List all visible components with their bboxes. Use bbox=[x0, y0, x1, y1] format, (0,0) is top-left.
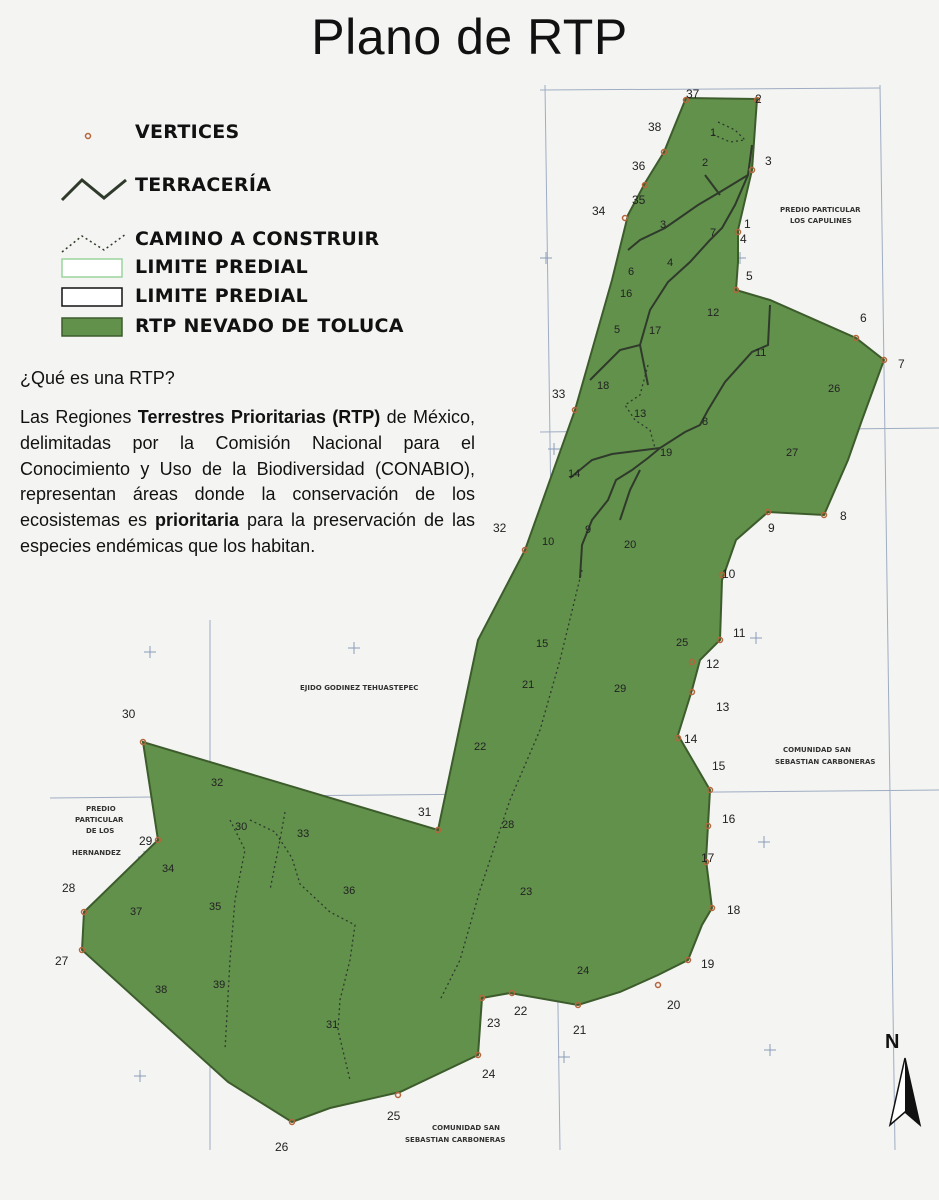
vertex-label: 16 bbox=[722, 812, 736, 826]
parcel-label: 18 bbox=[597, 380, 610, 392]
place-label: COMUNIDAD SAN bbox=[432, 1124, 500, 1132]
place-label: PARTICULAR bbox=[75, 816, 124, 824]
place-label: PREDIO PARTICULAR bbox=[780, 206, 861, 214]
vertex-label: 2 bbox=[755, 92, 762, 106]
desc-text-3: para la preservación de las especies endémicas que los habitan. bbox=[20, 510, 475, 556]
parcel-label: 36 bbox=[343, 885, 356, 897]
parcel-label: 23 bbox=[520, 886, 533, 898]
parcel-label: 11 bbox=[755, 347, 767, 359]
place-label: LOS CAPULINES bbox=[790, 217, 852, 225]
vertex-label: 32 bbox=[493, 521, 507, 535]
parcel-label: 9 bbox=[585, 524, 592, 536]
parcel-label: 34 bbox=[162, 863, 175, 875]
parcel-label: 20 bbox=[624, 539, 637, 551]
legend-label: RTP NEVADO DE TOLUCA bbox=[135, 315, 404, 337]
vertex-label: 4 bbox=[740, 232, 747, 246]
vertex-label: 1 bbox=[744, 217, 751, 231]
vertex-label: 15 bbox=[712, 759, 726, 773]
parcel-label: 25 bbox=[676, 637, 689, 649]
vertex-label: 7 bbox=[898, 357, 905, 371]
vertex-label: 27 bbox=[55, 954, 69, 968]
vertex-label: 24 bbox=[482, 1067, 496, 1081]
description-paragraph bbox=[20, 405, 475, 560]
parcel-label: 33 bbox=[297, 828, 310, 840]
parcel-label: 30 bbox=[235, 821, 248, 833]
vertex-label: 36 bbox=[632, 159, 646, 173]
parcel-label: 12 bbox=[707, 307, 720, 319]
vertex-label: 6 bbox=[860, 311, 867, 325]
green-box-icon bbox=[60, 317, 130, 339]
vertex-label: 17 bbox=[701, 851, 715, 865]
parcel-label: 21 bbox=[522, 679, 535, 691]
parcel-label: 8 bbox=[702, 416, 709, 428]
parcel-label: 31 bbox=[326, 1019, 339, 1031]
vertex-label: 31 bbox=[418, 805, 432, 819]
vertex-label: 9 bbox=[768, 521, 775, 535]
legend-label: LIMITE PREDIAL bbox=[135, 285, 309, 307]
parcel-label: 22 bbox=[474, 741, 487, 753]
place-label: SEBASTIAN CARBONERAS bbox=[405, 1136, 506, 1144]
parcel-label: 19 bbox=[660, 447, 673, 459]
parcel-label: 10 bbox=[542, 536, 555, 548]
vertex-label: 38 bbox=[648, 120, 662, 134]
vertex-label: 5 bbox=[746, 269, 753, 283]
vertex-label: 19 bbox=[701, 957, 715, 971]
vertex-label: 21 bbox=[573, 1023, 587, 1037]
parcel-label: 32 bbox=[211, 777, 224, 789]
parcel-label: 24 bbox=[577, 965, 590, 977]
place-label: HERNANDEZ bbox=[72, 849, 121, 857]
parcel-label: 29 bbox=[614, 683, 627, 695]
vertex-label: 3 bbox=[765, 154, 772, 168]
vertex-label: 29 bbox=[139, 834, 153, 848]
parcel-label: 26 bbox=[828, 383, 841, 395]
legend-label: VERTICES bbox=[135, 121, 240, 143]
vertex-label: 20 bbox=[667, 998, 681, 1012]
vertex-label: 25 bbox=[387, 1109, 401, 1123]
vertex-label: 35 bbox=[632, 193, 646, 207]
vertex-label: 18 bbox=[727, 903, 741, 917]
vertex-label: 11 bbox=[733, 626, 746, 640]
vertex-label: 28 bbox=[62, 881, 76, 895]
vertex-label: 26 bbox=[275, 1140, 289, 1154]
desc-bold-2: prioritaria bbox=[155, 510, 240, 531]
legend-label: LIMITE PREDIAL bbox=[135, 256, 309, 278]
vertex-label: 12 bbox=[706, 657, 720, 671]
legend-label: CAMINO A CONSTRUIR bbox=[135, 228, 380, 250]
desc-bold-1: Terrestres Prioritarias (RTP) bbox=[137, 407, 381, 427]
dark-box-icon bbox=[60, 287, 130, 309]
place-label: DE LOS bbox=[86, 827, 115, 835]
vertex-label: 22 bbox=[514, 1004, 528, 1018]
legend-label: TERRACERÍA bbox=[135, 174, 272, 196]
parcel-label: 27 bbox=[786, 447, 799, 459]
page-title: Plano de RTP bbox=[311, 9, 628, 65]
parcel-label: 4 bbox=[667, 257, 674, 269]
parcel-label: 7 bbox=[710, 227, 717, 239]
rtp-area-polygon bbox=[82, 98, 884, 1122]
vertex-label: 30 bbox=[122, 707, 136, 721]
road-icon bbox=[60, 176, 130, 202]
parcel-label: 28 bbox=[502, 819, 515, 831]
parcel-label: 3 bbox=[660, 219, 667, 231]
place-label: PREDIO bbox=[86, 805, 116, 813]
vertex-label: 33 bbox=[552, 387, 566, 401]
parcel-label: 16 bbox=[620, 288, 633, 300]
place-label: COMUNIDAD SAN bbox=[783, 746, 851, 754]
vertex-icon bbox=[60, 123, 130, 145]
vertex-label: 37 bbox=[686, 87, 700, 101]
vertex-label: 8 bbox=[840, 509, 847, 523]
parcel-label: 2 bbox=[702, 157, 709, 169]
parcel-label: 13 bbox=[634, 408, 647, 420]
desc-text-2: de México, delimitadas por la Comisión Nacional para el Conocimiento y Uso de la Biodiversidad (CONABIO), representan áreas donde la conservación de los ecosistemas es bbox=[20, 407, 475, 531]
question-heading: ¿Qué es una RTP? bbox=[20, 368, 175, 388]
place-label: EJIDO GODINEZ TEHUASTEPEC bbox=[300, 684, 419, 692]
vertex-label: 14 bbox=[684, 732, 698, 746]
parcel-label: 14 bbox=[568, 468, 581, 480]
vertex-label: 10 bbox=[722, 567, 736, 581]
svg-text:N: N bbox=[885, 1031, 900, 1053]
parcel-label: 17 bbox=[649, 325, 662, 337]
vertex-label: 23 bbox=[487, 1016, 501, 1030]
place-label: SEBASTIAN CARBONERAS bbox=[775, 758, 876, 766]
desc-text-1: Las Regiones bbox=[20, 407, 138, 427]
dotted-path-icon bbox=[60, 230, 130, 254]
parcel-label: 5 bbox=[614, 324, 621, 336]
vertex-label: 34 bbox=[592, 204, 606, 218]
parcel-label: 35 bbox=[209, 901, 222, 913]
parcel-label: 38 bbox=[155, 984, 168, 996]
parcel-label: 37 bbox=[130, 906, 143, 918]
parcel-label: 1 bbox=[710, 127, 717, 139]
vertex-label: 13 bbox=[716, 700, 730, 714]
north-arrow-icon bbox=[885, 1031, 920, 1125]
parcel-label: 39 bbox=[213, 979, 226, 991]
light-box-icon bbox=[60, 258, 130, 280]
parcel-label: 6 bbox=[628, 266, 635, 278]
parcel-label: 15 bbox=[536, 638, 549, 650]
